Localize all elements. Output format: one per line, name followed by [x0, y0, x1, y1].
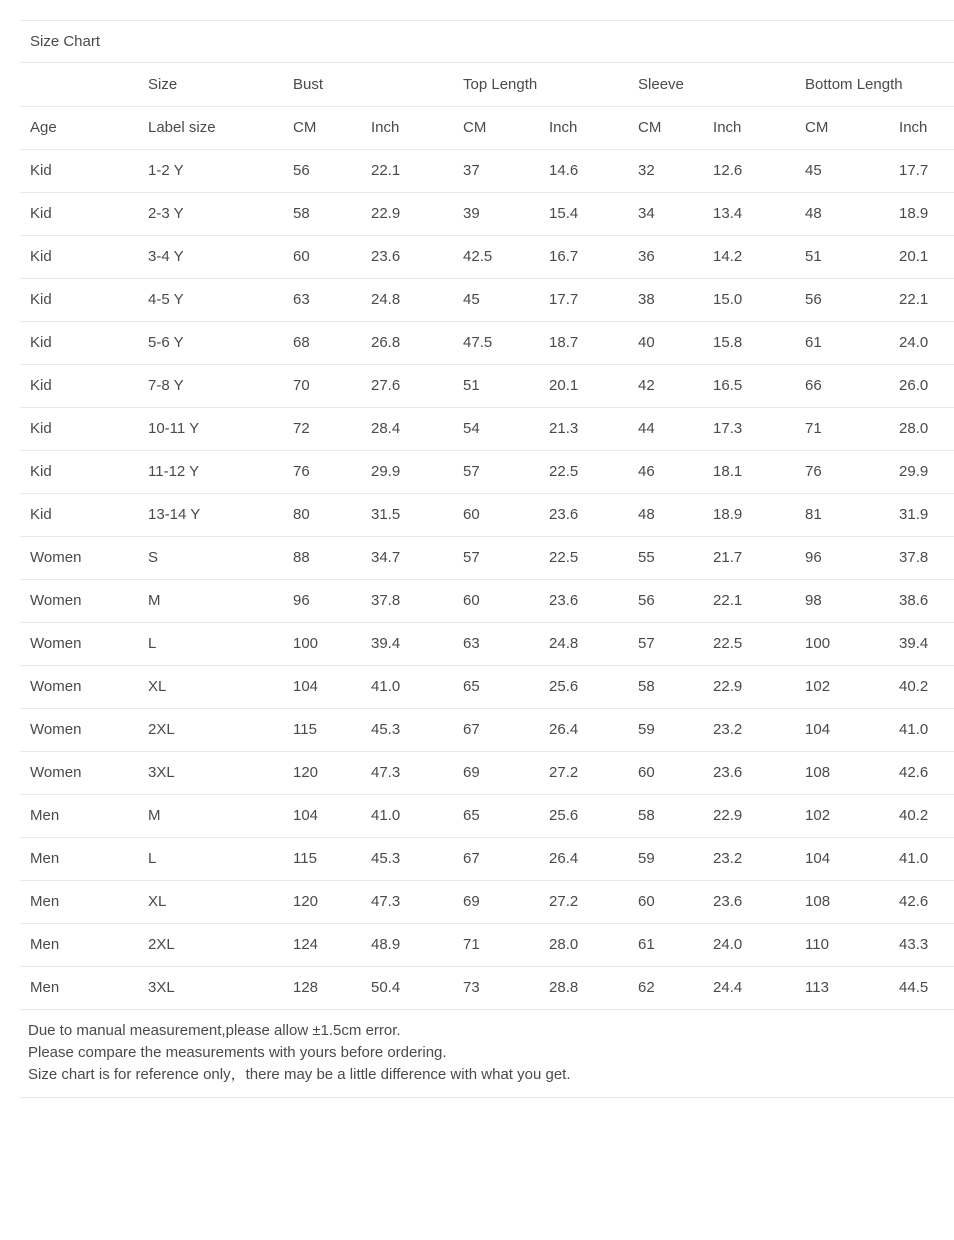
inch-cell: 15.4 — [549, 192, 638, 235]
cm-cell: 65 — [463, 665, 549, 708]
inch-cell: 17.7 — [549, 278, 638, 321]
inch-cell: 47.3 — [371, 880, 463, 923]
cm-cell: 100 — [805, 622, 899, 665]
age-cell: Kid — [20, 450, 148, 493]
inch-cell: 16.5 — [713, 364, 805, 407]
inch-cell: 40.2 — [899, 665, 954, 708]
cm-cell: 80 — [293, 493, 371, 536]
age-cell: Kid — [20, 149, 148, 192]
group-header-size: Size — [148, 63, 293, 106]
inch-cell: 24.4 — [713, 966, 805, 1009]
cm-cell: 69 — [463, 751, 549, 794]
inch-cell: 45.3 — [371, 708, 463, 751]
cm-cell: 60 — [638, 880, 713, 923]
size-table — [20, 63, 954, 1010]
cm-cell: 42 — [638, 364, 713, 407]
age-cell: Men — [20, 966, 148, 1009]
inch-cell: 41.0 — [899, 837, 954, 880]
group-header-top-length: Top Length — [463, 63, 638, 106]
cm-cell: 58 — [638, 665, 713, 708]
inch-cell: 42.6 — [899, 880, 954, 923]
inch-cell: 26.0 — [899, 364, 954, 407]
cm-cell: 128 — [293, 966, 371, 1009]
cm-cell: 45 — [463, 278, 549, 321]
inch-cell: 16.7 — [549, 235, 638, 278]
inch-cell: 21.7 — [713, 536, 805, 579]
cm-cell: 96 — [293, 579, 371, 622]
inch-cell: 34.7 — [371, 536, 463, 579]
inch-cell: 41.0 — [371, 794, 463, 837]
inch-cell: 18.9 — [713, 493, 805, 536]
table-row — [20, 149, 954, 192]
cm-cell: 59 — [638, 708, 713, 751]
cm-cell: 67 — [463, 837, 549, 880]
inch-cell: 39.4 — [899, 622, 954, 665]
inch-cell: 17.3 — [713, 407, 805, 450]
cm-cell: 120 — [293, 880, 371, 923]
cm-cell: 115 — [293, 708, 371, 751]
age-cell: Kid — [20, 192, 148, 235]
inch-cell: 27.2 — [549, 751, 638, 794]
cm-cell: 60 — [463, 493, 549, 536]
age-cell: Men — [20, 880, 148, 923]
inch-cell: 27.2 — [549, 880, 638, 923]
inch-cell: 25.6 — [549, 794, 638, 837]
cm-cell: 38 — [638, 278, 713, 321]
inch-cell: 22.1 — [371, 149, 463, 192]
inch-cell: 26.4 — [549, 837, 638, 880]
inch-cell: 26.8 — [371, 321, 463, 364]
cm-cell: 88 — [293, 536, 371, 579]
label-size-cell: 3-4 Y — [148, 235, 293, 278]
cm-cell: 104 — [805, 708, 899, 751]
label-size-cell: 1-2 Y — [148, 149, 293, 192]
inch-cell: 29.9 — [899, 450, 954, 493]
table-row — [20, 708, 954, 751]
label-size-cell: 3XL — [148, 966, 293, 1009]
cm-cell: 46 — [638, 450, 713, 493]
cm-cell: 100 — [293, 622, 371, 665]
inch-cell: 28.0 — [899, 407, 954, 450]
cm-cell: 120 — [293, 751, 371, 794]
age-cell: Women — [20, 708, 148, 751]
label-size-cell: 11-12 Y — [148, 450, 293, 493]
cm-cell: 51 — [805, 235, 899, 278]
inch-cell: 44.5 — [899, 966, 954, 1009]
inch-cell: 14.2 — [713, 235, 805, 278]
column-header-cm: CM — [805, 106, 899, 149]
inch-cell: 31.5 — [371, 493, 463, 536]
inch-cell: 18.9 — [899, 192, 954, 235]
inch-cell: 22.5 — [713, 622, 805, 665]
age-cell: Men — [20, 794, 148, 837]
label-size-cell: XL — [148, 665, 293, 708]
cm-cell: 104 — [293, 665, 371, 708]
cm-cell: 102 — [805, 665, 899, 708]
inch-cell: 25.6 — [549, 665, 638, 708]
cm-cell: 36 — [638, 235, 713, 278]
column-header-cm: CM — [293, 106, 371, 149]
cm-cell: 108 — [805, 880, 899, 923]
age-cell: Women — [20, 579, 148, 622]
inch-cell: 18.7 — [549, 321, 638, 364]
cm-cell: 63 — [463, 622, 549, 665]
cm-cell: 48 — [638, 493, 713, 536]
cm-cell: 96 — [805, 536, 899, 579]
age-cell: Women — [20, 536, 148, 579]
inch-cell: 24.8 — [549, 622, 638, 665]
cm-cell: 67 — [463, 708, 549, 751]
inch-cell: 28.8 — [549, 966, 638, 1009]
table-row — [20, 751, 954, 794]
group-header-bust: Bust — [293, 63, 463, 106]
table-row — [20, 321, 954, 364]
cm-cell: 108 — [805, 751, 899, 794]
inch-cell: 42.6 — [899, 751, 954, 794]
inch-cell: 24.0 — [713, 923, 805, 966]
inch-cell: 22.5 — [549, 450, 638, 493]
cm-cell: 51 — [463, 364, 549, 407]
inch-cell: 28.0 — [549, 923, 638, 966]
age-cell: Men — [20, 923, 148, 966]
cm-cell: 115 — [293, 837, 371, 880]
cm-cell: 70 — [293, 364, 371, 407]
cm-cell: 37 — [463, 149, 549, 192]
group-header-sleeve: Sleeve — [638, 63, 805, 106]
column-header-inch: Inch — [713, 106, 805, 149]
table-row — [20, 192, 954, 235]
cm-cell: 73 — [463, 966, 549, 1009]
age-cell: Women — [20, 665, 148, 708]
age-cell: Kid — [20, 278, 148, 321]
cm-cell: 76 — [805, 450, 899, 493]
label-size-cell: 13-14 Y — [148, 493, 293, 536]
cm-cell: 68 — [293, 321, 371, 364]
table-row — [20, 278, 954, 321]
age-cell: Kid — [20, 407, 148, 450]
group-header-empty — [20, 63, 148, 106]
inch-cell: 38.6 — [899, 579, 954, 622]
table-row — [20, 837, 954, 880]
cm-cell: 81 — [805, 493, 899, 536]
cm-cell: 62 — [638, 966, 713, 1009]
inch-cell: 24.8 — [371, 278, 463, 321]
cm-cell: 54 — [463, 407, 549, 450]
label-size-cell: 2XL — [148, 708, 293, 751]
inch-cell: 22.1 — [713, 579, 805, 622]
table-row — [20, 450, 954, 493]
column-header-label-size: Label size — [148, 106, 293, 149]
inch-cell: 37.8 — [371, 579, 463, 622]
cm-cell: 66 — [805, 364, 899, 407]
cm-cell: 124 — [293, 923, 371, 966]
table-row — [20, 923, 954, 966]
inch-cell: 29.9 — [371, 450, 463, 493]
label-size-cell: 4-5 Y — [148, 278, 293, 321]
cm-cell: 32 — [638, 149, 713, 192]
table-row — [20, 364, 954, 407]
cm-cell: 72 — [293, 407, 371, 450]
inch-cell: 23.2 — [713, 708, 805, 751]
inch-cell: 18.1 — [713, 450, 805, 493]
table-row — [20, 966, 954, 1009]
cm-cell: 58 — [293, 192, 371, 235]
table-row — [20, 579, 954, 622]
inch-cell: 27.6 — [371, 364, 463, 407]
table-row — [20, 407, 954, 450]
cm-cell: 40 — [638, 321, 713, 364]
inch-cell: 45.3 — [371, 837, 463, 880]
cm-cell: 102 — [805, 794, 899, 837]
note-reference-only: Size chart is for reference only，there may be a little difference with what you get. — [28, 1065, 571, 1083]
column-header-row — [20, 106, 954, 149]
inch-cell: 41.0 — [899, 708, 954, 751]
cm-cell: 113 — [805, 966, 899, 1009]
cm-cell: 104 — [805, 837, 899, 880]
inch-cell: 23.6 — [713, 751, 805, 794]
inch-cell: 31.9 — [899, 493, 954, 536]
inch-cell: 39.4 — [371, 622, 463, 665]
cm-cell: 56 — [805, 278, 899, 321]
table-row — [20, 794, 954, 837]
cm-cell: 71 — [805, 407, 899, 450]
inch-cell: 15.8 — [713, 321, 805, 364]
inch-cell: 13.4 — [713, 192, 805, 235]
inch-cell: 48.9 — [371, 923, 463, 966]
column-header-age: Age — [20, 106, 148, 149]
cm-cell: 48 — [805, 192, 899, 235]
group-header-bottom-length: Bottom Length — [805, 63, 954, 106]
inch-cell: 22.5 — [549, 536, 638, 579]
column-header-cm: CM — [638, 106, 713, 149]
label-size-cell: 2XL — [148, 923, 293, 966]
table-row — [20, 622, 954, 665]
inch-cell: 23.6 — [549, 579, 638, 622]
inch-cell: 26.4 — [549, 708, 638, 751]
inch-cell: 22.9 — [371, 192, 463, 235]
size-chart-section — [20, 20, 954, 1098]
column-header-inch: Inch — [549, 106, 638, 149]
label-size-cell: 10-11 Y — [148, 407, 293, 450]
label-size-cell: 2-3 Y — [148, 192, 293, 235]
inch-cell: 15.0 — [713, 278, 805, 321]
age-cell: Kid — [20, 364, 148, 407]
cm-cell: 60 — [293, 235, 371, 278]
inch-cell: 23.2 — [713, 837, 805, 880]
label-size-cell: M — [148, 794, 293, 837]
page-title: Size Chart — [20, 20, 954, 63]
size-table-body — [20, 149, 954, 1009]
group-header-row — [20, 63, 954, 106]
note-measurement-error: Due to manual measurement,please allow ±1.5cm error. — [28, 1021, 401, 1039]
cm-cell: 69 — [463, 880, 549, 923]
inch-cell: 41.0 — [371, 665, 463, 708]
inch-cell: 37.8 — [899, 536, 954, 579]
cm-cell: 39 — [463, 192, 549, 235]
label-size-cell: M — [148, 579, 293, 622]
inch-cell: 40.2 — [899, 794, 954, 837]
inch-cell: 20.1 — [549, 364, 638, 407]
label-size-cell: 3XL — [148, 751, 293, 794]
label-size-cell: L — [148, 622, 293, 665]
cm-cell: 42.5 — [463, 235, 549, 278]
cm-cell: 57 — [463, 450, 549, 493]
column-header-inch: Inch — [899, 106, 954, 149]
table-row — [20, 235, 954, 278]
cm-cell: 71 — [463, 923, 549, 966]
inch-cell: 28.4 — [371, 407, 463, 450]
cm-cell: 63 — [293, 278, 371, 321]
age-cell: Kid — [20, 321, 148, 364]
table-row — [20, 536, 954, 579]
size-table-head — [20, 63, 954, 149]
cm-cell: 98 — [805, 579, 899, 622]
inch-cell: 12.6 — [713, 149, 805, 192]
cm-cell: 47.5 — [463, 321, 549, 364]
cm-cell: 110 — [805, 923, 899, 966]
inch-cell: 43.3 — [899, 923, 954, 966]
cm-cell: 58 — [638, 794, 713, 837]
inch-cell: 47.3 — [371, 751, 463, 794]
age-cell: Women — [20, 622, 148, 665]
cm-cell: 55 — [638, 536, 713, 579]
cm-cell: 57 — [463, 536, 549, 579]
cm-cell: 60 — [638, 751, 713, 794]
cm-cell: 61 — [805, 321, 899, 364]
age-cell: Kid — [20, 235, 148, 278]
inch-cell: 50.4 — [371, 966, 463, 1009]
table-row — [20, 665, 954, 708]
cm-cell: 59 — [638, 837, 713, 880]
inch-cell: 23.6 — [713, 880, 805, 923]
label-size-cell: S — [148, 536, 293, 579]
cm-cell: 60 — [463, 579, 549, 622]
inch-cell: 23.6 — [371, 235, 463, 278]
inch-cell: 22.9 — [713, 794, 805, 837]
cm-cell: 34 — [638, 192, 713, 235]
cm-cell: 76 — [293, 450, 371, 493]
label-size-cell: XL — [148, 880, 293, 923]
inch-cell: 17.7 — [899, 149, 954, 192]
column-header-cm: CM — [463, 106, 549, 149]
cm-cell: 61 — [638, 923, 713, 966]
inch-cell: 14.6 — [549, 149, 638, 192]
inch-cell: 21.3 — [549, 407, 638, 450]
notes-list — [20, 1010, 954, 1098]
table-row — [20, 880, 954, 923]
inch-cell: 22.1 — [899, 278, 954, 321]
cm-cell: 56 — [638, 579, 713, 622]
inch-cell: 23.6 — [549, 493, 638, 536]
inch-cell: 20.1 — [899, 235, 954, 278]
cm-cell: 45 — [805, 149, 899, 192]
table-row — [20, 493, 954, 536]
label-size-cell: 7-8 Y — [148, 364, 293, 407]
cm-cell: 56 — [293, 149, 371, 192]
cm-cell: 44 — [638, 407, 713, 450]
label-size-cell: 5-6 Y — [148, 321, 293, 364]
note-compare-measurements: Please compare the measurements with yours before ordering. — [28, 1043, 447, 1061]
label-size-cell: L — [148, 837, 293, 880]
inch-cell: 24.0 — [899, 321, 954, 364]
column-header-inch: Inch — [371, 106, 463, 149]
age-cell: Women — [20, 751, 148, 794]
inch-cell: 22.9 — [713, 665, 805, 708]
cm-cell: 104 — [293, 794, 371, 837]
cm-cell: 65 — [463, 794, 549, 837]
age-cell: Men — [20, 837, 148, 880]
age-cell: Kid — [20, 493, 148, 536]
cm-cell: 57 — [638, 622, 713, 665]
